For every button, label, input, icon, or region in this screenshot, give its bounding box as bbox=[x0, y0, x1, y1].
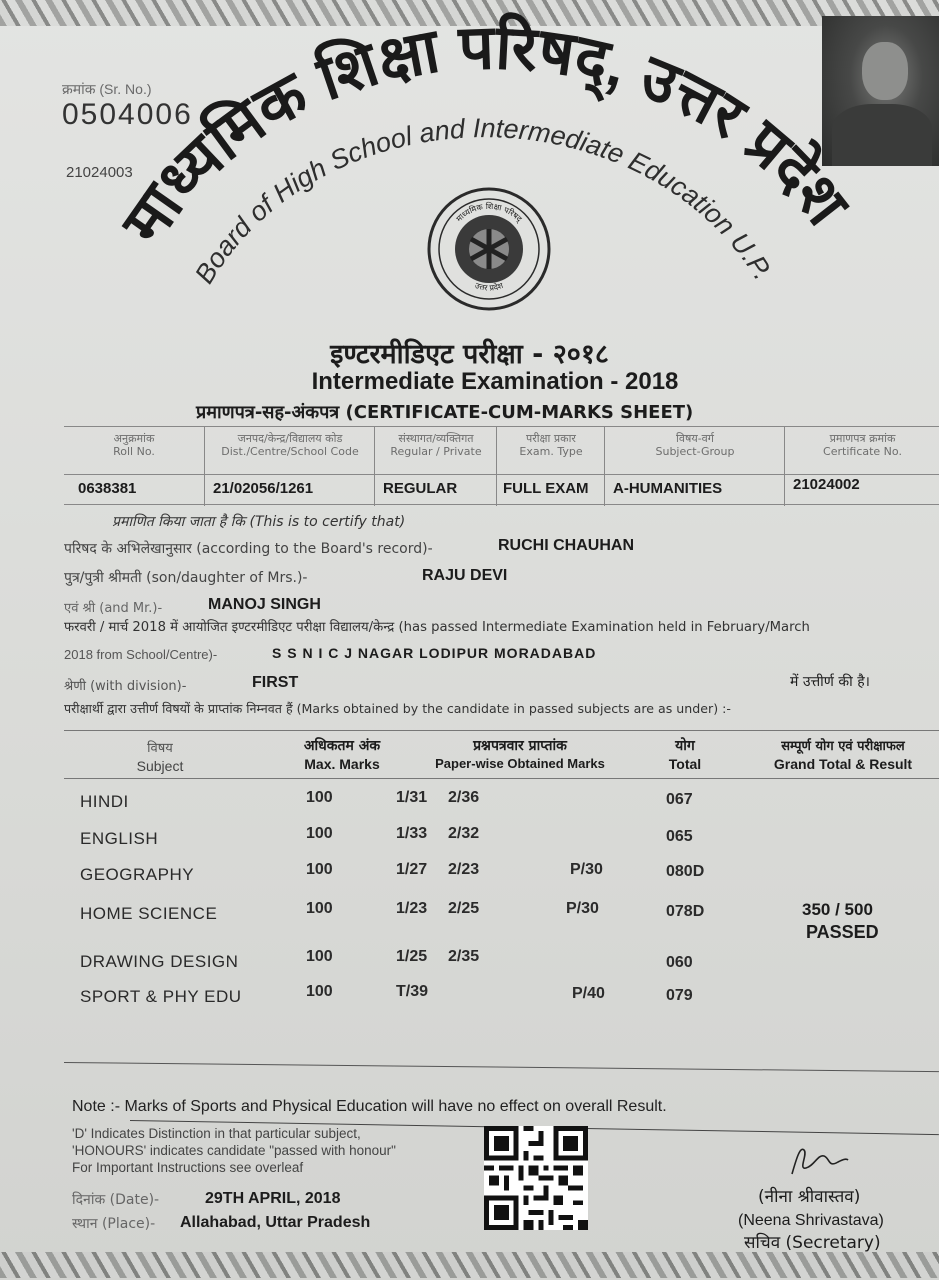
paper-marks-header-hi: प्रश्नपत्रवार प्राप्तांक bbox=[473, 738, 567, 754]
subject-group-cell: विषय-वर्ग Subject-Group A-HUMANITIES bbox=[604, 426, 785, 506]
father-label: एवं श्री (and Mr.)- bbox=[64, 601, 163, 616]
subject-total: 078D bbox=[666, 903, 705, 920]
max-marks: 100 bbox=[306, 900, 333, 917]
certificate-number-cell: प्रमाणपत्र क्रमांक Certificate No. 21024002 bbox=[784, 426, 939, 506]
sports-note: Note :- Marks of Sports and Physical Education will have no effect on overall Result. bbox=[72, 1098, 667, 1115]
paper-marks-header: Paper-wise Obtained Marks bbox=[435, 756, 605, 771]
certificate-title: प्रमाणपत्र-सह-अंकपत्र (CERTIFICATE-CUM-MARKS SHEET) bbox=[196, 402, 694, 423]
board-name-english: Board of High School and Intermediate Education U.P. bbox=[189, 113, 778, 289]
marks-intro: परीक्षार्थी द्वारा उत्तीर्ण विषयों के प्राप्तांक निम्नवत हैं (Marks obtained by the candidate in passed subjects are as under) :- bbox=[64, 701, 731, 716]
svg-text:उत्तर प्रदेश: उत्तर प्रदेश bbox=[473, 280, 505, 293]
subject-total: 065 bbox=[666, 828, 693, 845]
subject-name: DRAWING DESIGN bbox=[80, 952, 239, 971]
paper1-marks: 1/25 bbox=[396, 948, 428, 965]
subject-total: 079 bbox=[666, 987, 693, 1004]
date-label: दिनांक (Date)- bbox=[72, 1192, 160, 1208]
serial-label: क्रमांक (Sr. No.) bbox=[62, 81, 152, 97]
max-marks: 100 bbox=[306, 825, 333, 842]
subject-name: ENGLISH bbox=[80, 829, 159, 848]
paper2-marks: 2/32 bbox=[448, 825, 480, 842]
school-code: 21/02056/1261 bbox=[213, 480, 314, 497]
exam-title-english: Intermediate Examination - 2018 bbox=[311, 368, 679, 395]
subject-header: Subject bbox=[136, 758, 184, 774]
total-header: Total bbox=[668, 756, 702, 772]
passed-statement: फरवरी / मार्च 2018 में आयोजित इण्टरमीडिएट परीक्षा विद्यालय/केन्द्र (has passed Intermediate Examination held in February/March bbox=[64, 620, 810, 635]
subject-name: GEOGRAPHY bbox=[80, 865, 195, 884]
subject-name: SPORT & PHY EDU bbox=[80, 987, 242, 1006]
grand-total-header: Grand Total & Result bbox=[773, 756, 913, 772]
note-instructions: For Important Instructions see overleaf bbox=[72, 1160, 304, 1175]
school-code-cell: जनपद/केन्द्र/विद्यालय कोड Dist./Centre/School Code 21/02056/1261 bbox=[204, 426, 375, 506]
note-distinction: 'D' Indicates Distinction in that particular subject, bbox=[72, 1126, 361, 1141]
signatory-name-hindi: (नीना श्रीवास्तव) bbox=[758, 1187, 861, 1207]
practical-marks: P/40 bbox=[572, 985, 605, 1002]
subject-total: 080D bbox=[666, 863, 705, 880]
signatory-name-english: (Neena Shrivastava) bbox=[738, 1212, 884, 1229]
qr-code-icon bbox=[484, 1126, 588, 1230]
regular-private: REGULAR bbox=[383, 480, 458, 497]
exam-type-cell: परीक्षा प्रकार Exam. Type FULL EXAM bbox=[496, 426, 605, 506]
marks-table-header-line bbox=[64, 778, 939, 779]
subject-group: A-HUMANITIES bbox=[613, 480, 723, 497]
paper1-marks: 1/33 bbox=[396, 825, 428, 842]
decorative-border-bottom bbox=[0, 1252, 939, 1278]
paper2-marks: 2/35 bbox=[448, 948, 480, 965]
mother-label: पुत्र/पुत्री श्रीमती (son/daughter of Mrs.)- bbox=[64, 570, 308, 586]
serial-reference: 21024003 bbox=[66, 164, 133, 181]
passed-hindi: में उत्तीर्ण की है। bbox=[790, 674, 870, 690]
exam-type: FULL EXAM bbox=[503, 480, 589, 497]
mother-name: RAJU DEVI bbox=[422, 567, 508, 584]
board-emblem-icon bbox=[427, 187, 551, 311]
max-marks: 100 bbox=[306, 948, 333, 965]
subject-header-hi: विषय bbox=[147, 741, 173, 756]
board-name-hindi: माध्यमिक शिक्षा परिषद्, उत्तर प्रदेश bbox=[109, 13, 861, 257]
paper2-marks: 2/23 bbox=[448, 861, 480, 878]
candidate-name: RUCHI CHAUHAN bbox=[498, 537, 634, 554]
paper2-marks: 2/36 bbox=[448, 789, 480, 806]
father-name: MANOJ SINGH bbox=[208, 596, 321, 613]
place-label: स्थान (Place)- bbox=[72, 1216, 156, 1232]
total-header-hi: योग bbox=[675, 738, 695, 754]
school-name: S S N I C J NAGAR LODIPUR MORADABAD bbox=[272, 645, 597, 661]
max-marks: 100 bbox=[306, 789, 333, 806]
max-marks-header-hi: अधिकतम अंक bbox=[303, 738, 381, 754]
issue-place: Allahabad, Uttar Pradesh bbox=[180, 1214, 371, 1231]
max-marks: 100 bbox=[306, 983, 333, 1000]
division-label: श्रेणी (with division)- bbox=[64, 679, 187, 694]
paper1-marks: 1/23 bbox=[396, 900, 428, 917]
certify-intro: प्रमाणित किया जाता है कि (This is to certify that) bbox=[112, 514, 406, 530]
header-table bbox=[64, 426, 939, 506]
subject-name: HOME SCIENCE bbox=[80, 904, 218, 923]
marks-table-top-line bbox=[64, 730, 939, 731]
exam-title-hindi: इण्टरमीडिएट परीक्षा - २०१८ bbox=[330, 339, 609, 370]
roll-number: 0638381 bbox=[78, 480, 137, 497]
issue-date: 29TH APRIL, 2018 bbox=[205, 1190, 341, 1207]
signatory-designation: सचिव (Secretary) bbox=[744, 1233, 881, 1253]
certificate-number: 21024002 bbox=[793, 476, 860, 493]
paper1-marks: 1/27 bbox=[396, 861, 428, 878]
practical-marks: P/30 bbox=[566, 900, 599, 917]
paper1-marks: T/39 bbox=[396, 983, 429, 1000]
max-marks-header: Max. Marks bbox=[304, 756, 380, 772]
svg-text:माध्यमिक शिक्षा परिषद्: माध्यमिक शिक्षा परिषद् bbox=[454, 201, 524, 224]
grand-total: 350 / 500 bbox=[802, 900, 873, 919]
subject-name: HINDI bbox=[80, 792, 129, 811]
division: FIRST bbox=[252, 674, 299, 691]
result: PASSED bbox=[806, 922, 879, 942]
grand-total-header-hi: सम्पूर्ण योग एवं परीक्षाफल bbox=[781, 739, 905, 754]
signature-image bbox=[784, 1140, 854, 1180]
record-label: परिषद के अभिलेखानुसार (according to the Board's record)- bbox=[64, 541, 433, 557]
subject-total: 060 bbox=[666, 954, 693, 971]
subject-total: 067 bbox=[666, 791, 693, 808]
paper1-marks: 1/31 bbox=[396, 789, 428, 806]
regular-private-cell: संस्थागत/व्यक्तिगत Regular / Private REGULAR bbox=[374, 426, 497, 506]
marks-table-bottom-line bbox=[64, 1062, 939, 1072]
max-marks: 100 bbox=[306, 861, 333, 878]
note-honours: 'HONOURS' indicates candidate "passed with honour" bbox=[72, 1143, 396, 1158]
roll-number-cell: अनुक्रमांक Roll No. 0638381 bbox=[78, 432, 155, 497]
paper2-marks: 2/25 bbox=[448, 900, 480, 917]
school-label: 2018 from School/Centre)- bbox=[64, 647, 218, 662]
practical-marks: P/30 bbox=[570, 861, 603, 878]
serial-number: 0504006 bbox=[62, 98, 193, 131]
